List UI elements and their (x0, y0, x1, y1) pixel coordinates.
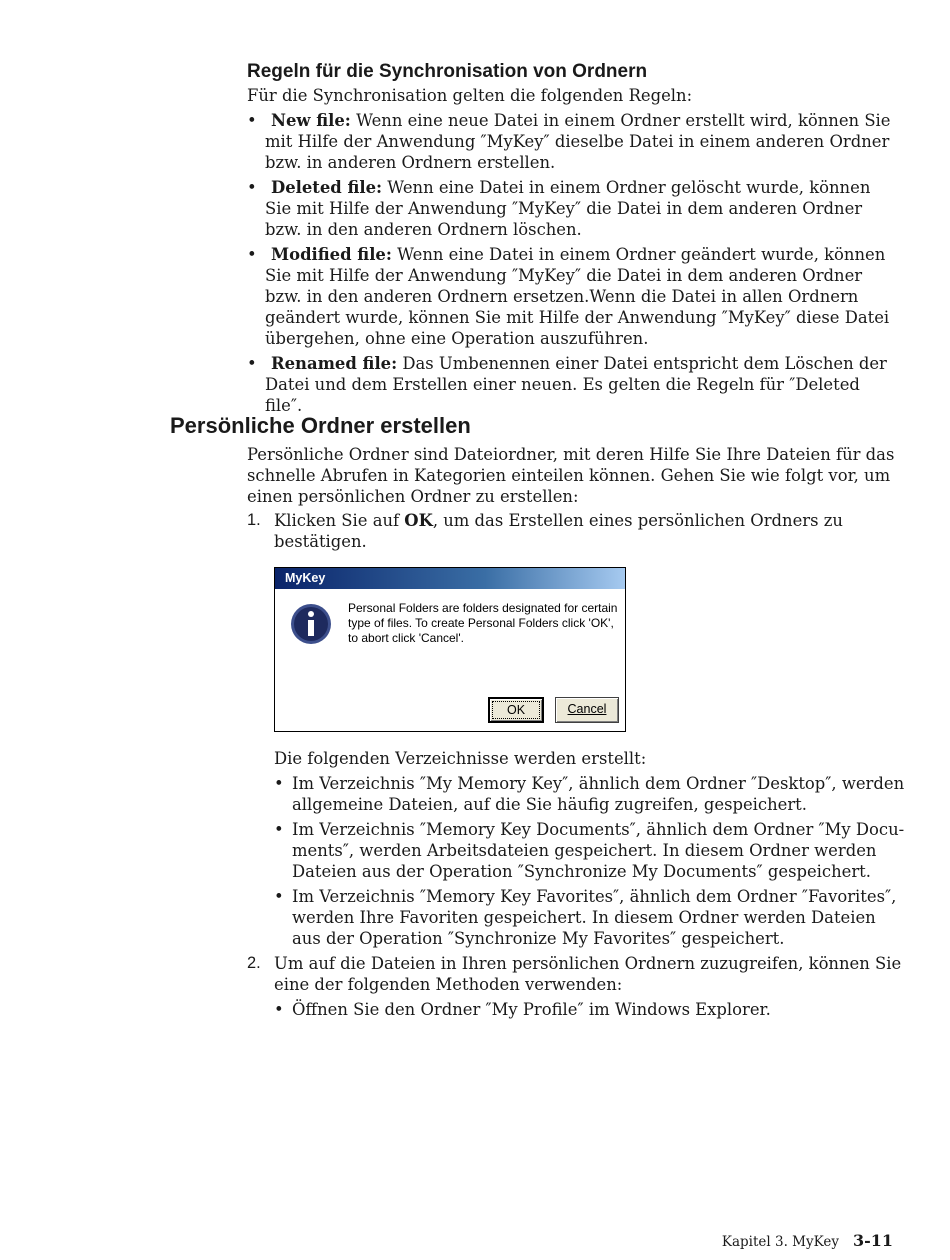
footer-chapter: Kapitel 3. MyKey (721, 1234, 839, 1250)
created-dir-item: • Im Verzeichnis ″My Memory Key″, ähnlich dem Ordner ″Desktop″, werden allgemeine Dateien, auf die Sie häufig zugreifen, gespeichert. (274, 773, 907, 815)
ok-button[interactable]: OK (488, 697, 544, 723)
dialog-title: MyKey (275, 568, 625, 589)
page-number: 3-11 (852, 1231, 893, 1250)
rule-item (247, 244, 892, 349)
steps-list (247, 510, 907, 1024)
sync-rules-intro: Für die Synchronisation gelten die folgenden Regeln: (247, 86, 693, 105)
rule-text: Wenn eine Datei in einem Ordner geändert wurde, können Sie mit Hilfe der Anwendung ″MyKey″ die Datei in dem anderen Ordner bzw. in den anderen Ordnern ersetzen.Wenn die Datei in allen Ordnern geändert wurde, können Sie mit Hilfe der Anwendung ″MyKey″ diese Datei übergehen, ohne eine Operation auszuführen. (265, 245, 890, 348)
page-footer (722, 1232, 893, 1251)
mykey-dialog-screenshot (274, 567, 626, 732)
rule-term: Deleted file: (271, 178, 383, 197)
step-1 (247, 510, 907, 949)
rule-item (247, 177, 892, 240)
created-dirs-intro: Die folgenden Verzeichnisse werden erstellt: (274, 749, 647, 768)
access-methods-list (274, 999, 907, 1020)
rule-item (247, 110, 892, 173)
access-method-item: • Öffnen Sie den Ordner ″My Profile″ im Windows Explorer. (274, 999, 907, 1020)
sync-rules-list (247, 110, 892, 420)
dialog-body (276, 590, 624, 730)
step-1-text-before: Klicken Sie auf (274, 511, 405, 530)
sync-rules-heading: Regeln für die Synchronisation von Ordnern (247, 61, 648, 82)
rule-term: Modified file: (271, 245, 392, 264)
created-dir-item: • Im Verzeichnis ″Memory Key Favorites″, ähnlich dem Ordner ″Favorites″, werden Ihre Favoriten gespeichert. In diesem Ordner werden Dateien aus der Operation ″Synchronize My Favorites″ gespeichert. (274, 886, 907, 949)
created-dirs-list (274, 773, 907, 949)
step-number: 1. (247, 511, 261, 529)
rule-text: Wenn eine Datei in einem Ordner gelöscht wurde, können Sie mit Hilfe der Anwendung ″MyKey″ die Datei in dem anderen Ordner bzw. in den anderen Ordnern löschen. (265, 178, 871, 239)
personal-folders-intro: Persönliche Ordner sind Dateiordner, mit deren Hilfe Sie Ihre Dateien für das schnelle Abrufen in Kategorien einteilen können. Gehen Sie wie folgt vor, um einen persönlichen Ordner zu erstellen: (247, 445, 895, 506)
step-1-bold: OK (404, 511, 433, 530)
rule-text: Wenn eine neue Datei in einem Ordner erstellt wird, können Sie mit Hilfe der Anwendung ″MyKey″ dieselbe Datei in einem anderen Ordner bzw. in anderen Ordnern erstellen. (265, 111, 891, 172)
rule-term: Renamed file: (271, 354, 398, 373)
created-dir-item: • Im Verzeichnis ″Memory Key Documents″, ähnlich dem Ordner ″My Documents″, werden Arbeitsdateien gespeichert. In diesem Ordner werden Dateien aus der Operation ″Synchronize My Documents″ gespeichert. (274, 819, 907, 882)
cancel-button[interactable]: Cancel (555, 697, 619, 723)
step-2-text: Um auf die Dateien in Ihren persönlichen Ordnern zuzugreifen, können Sie eine der folgenden Methoden verwenden: (274, 954, 902, 994)
info-icon (290, 603, 332, 645)
step-number: 2. (247, 954, 261, 972)
dialog-message: Personal Folders are folders designated for certain type of files. To create Personal Folders click 'OK', to abort click 'Cancel'. (348, 601, 618, 645)
rule-term: New file: (271, 111, 351, 130)
rule-item (247, 353, 892, 416)
step-1-text-after: , um das Erstellen eines persönlichen Ordners zu bestätigen. (274, 511, 843, 551)
step-2 (247, 953, 907, 1020)
rule-text: Das Umbenennen einer Datei entspricht dem Löschen der Datei und dem Erstellen einer neuen. Es gelten die Regeln für ″Deleted file″. (265, 354, 887, 415)
personal-folders-heading: Persönliche Ordner erstellen (170, 413, 471, 438)
